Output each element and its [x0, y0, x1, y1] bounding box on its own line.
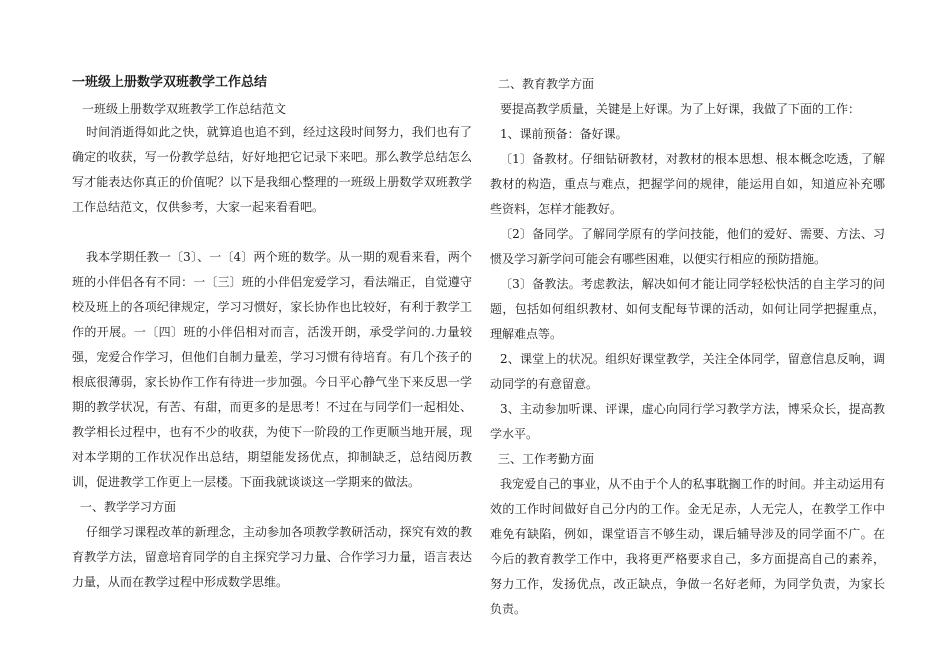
- document-title: 一班级上册数学双班教学工作总结: [72, 75, 268, 90]
- list-item-prep: 1、课前预备：备好课。: [500, 127, 628, 141]
- list-item-prep-students: 〔2〕备同学。了解同学原有的学问技能，他们的爱好、需要、方法、习惯及学习新学问可能会有哪些困难，以便实行相应的预防措施。: [490, 227, 885, 266]
- list-item-prep-methods: 〔3〕备教法。考虑教法，解决如何才能让同学轻松快活的自主学习的问题，包括如何组织教材、如何支配每节课的活动，如何让同学把握重点，理解难点等。: [490, 277, 885, 341]
- section-heading-attendance: 三、工作考勤方面: [498, 452, 595, 466]
- body-paragraph: 我本学期任教一〔3〕、一〔4〕两个班的数学。从一期的观看来看，两个班的小伴侣各有不同：一〔三〕班的小伴侣宠爱学习，看法端正，自觉遵守校及班上的各项纪律规定，学习习惯好，家长协作也比较好，有利于教学工作的开展。一〔四〕班的小伴侣相对而言，活泼开朗，承受学问的.力量较强，宠爱合作学习，但他们自制力量差，学习习惯有待培育。有几个孩子的根底很薄弱，家长协作工作有待进一步加强。今日平心静气坐下来反思一学期的教学状况，有苦、有甜，而更多的是思考！不过在与同学们一起相处、教学相长过程中，也有不少的收获，为使下一阶段的工作更顺当地开展，现对本学期的工作状况作出总结，期望能发扬优点，抑制缺乏，总结阅历教训，促进教学工作更上一层楼。下面我就谈谈这一学期来的做法。: [72, 250, 472, 489]
- list-item-classroom: 2、课堂上的状况。组织好课堂教学，关注全体同学，留意信息反响，调动同学的有意留意。: [490, 352, 885, 391]
- section-paragraph-teaching-study: 仔细学习课程改革的新理念，主动参加各项教学教研活动，探究有效的教育教学方法，留意培育同学的自主探究学习力量、合作学习力量，语言表达力量，从而在教学过程中形成数学思维。: [72, 525, 472, 589]
- list-item-observation: 3、主动参加听课、评课，虚心向同行学习教学方法，博采众长，提高教学水平。: [490, 402, 885, 441]
- paragraph-gap: [72, 220, 472, 245]
- section-paragraph-attendance: 我宠爱自己的事业，从不由于个人的私事耽搁工作的时间。并主动运用有效的工作时间做好自己分内的工作。金无足赤，人无完人，在教学工作中难免有缺陷，例如，课堂语言不够生动，课后辅导涉及的同学面不广。在今后的教育教学工作中，我将更严格要求自己，多方面提高自己的素养，努力工作，发扬优点，改正缺点，争做一名好老师，为同学负责，为家长负责。: [490, 477, 885, 616]
- right-column: [490, 72, 885, 622]
- section-heading-education: 二、教育教学方面: [498, 77, 595, 91]
- section-intro-education: 要提高教学质量，关键是上好课。为了上好课，我做了下面的工作：: [500, 102, 861, 116]
- document-subtitle: 一班级上册数学双班教学工作总结范文: [82, 102, 287, 116]
- list-item-prep-materials: 〔1〕备教材。仔细钻研教材，对教材的根本思想、根本概念吃透，了解教材的构造，重点与难点，把握学问的规律，能运用自如，知道应补充哪些资料，怎样才能教好。: [490, 152, 885, 216]
- section-heading-teaching-study: 一、教学学习方面: [80, 500, 177, 514]
- left-column: [72, 72, 472, 595]
- intro-paragraph: 时间消逝得如此之快，就算追也追不到，经过这段时间努力，我们也有了确定的收获，写一份教学总结，好好地把它记录下来吧。那么教学总结怎么写才能表达你真正的价值呢？以下是我细心整理的一班级上册数学双班教学工作总结范文，仅供参考，大家一起来看看吧。: [72, 125, 472, 214]
